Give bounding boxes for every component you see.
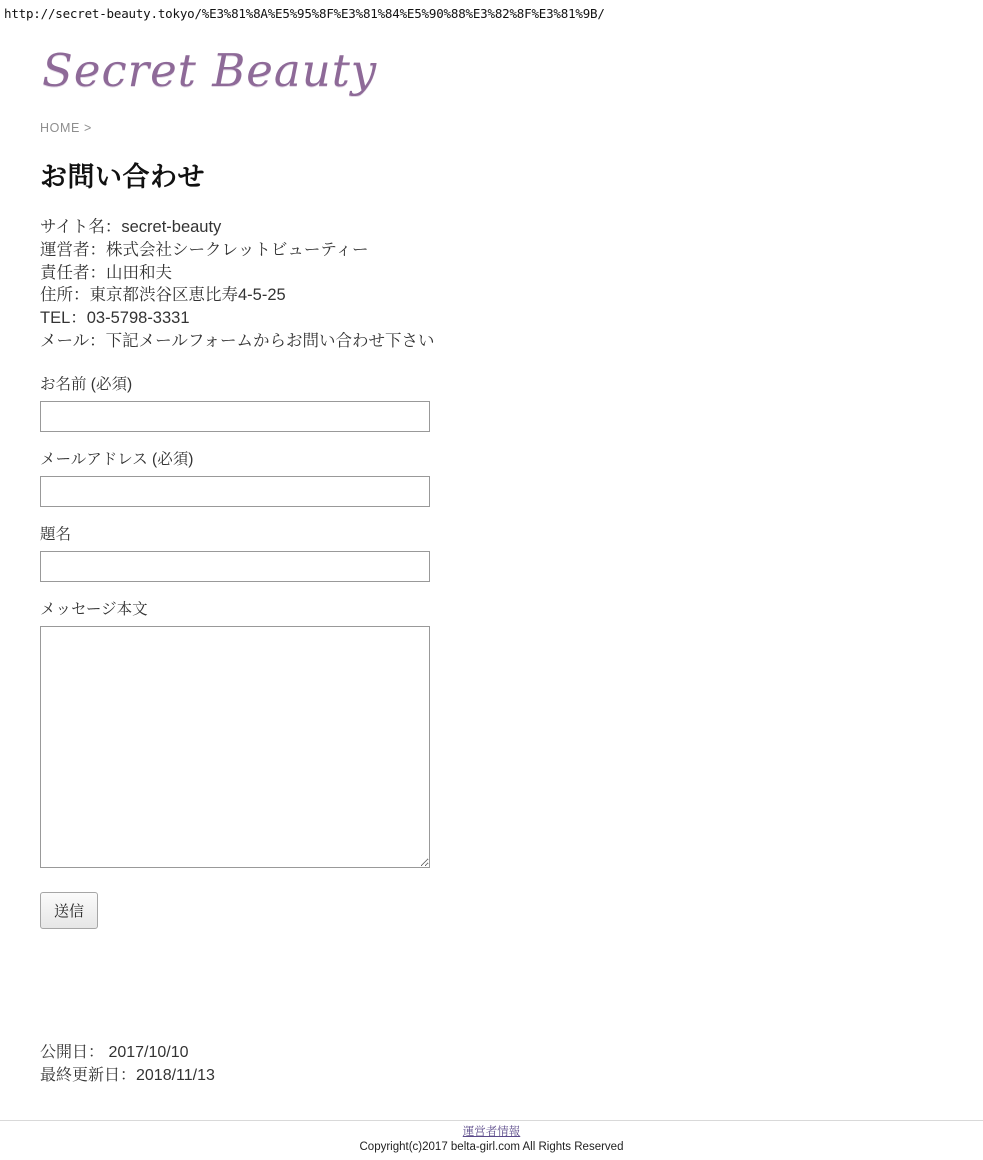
url-text: http://secret-beauty.tokyo/%E3%81%8A%E5%95%8F%E3%81%84%E5%90%88%E3%82%8F%E3%81%9B/: [4, 6, 605, 21]
breadcrumb-home-link[interactable]: HOME >: [40, 121, 92, 135]
updated-date: 最終更新日：2018/11/13: [40, 1066, 215, 1084]
page-content: [0, 35, 983, 1087]
email-input[interactable]: [40, 476, 430, 507]
name-field-label: お名前 (必須): [40, 375, 133, 393]
page-title: お問い合わせ: [40, 162, 205, 192]
subject-input[interactable]: [40, 551, 430, 582]
site-footer: [0, 1120, 983, 1160]
submit-button[interactable]: 送信: [40, 892, 98, 929]
message-textarea[interactable]: [40, 626, 430, 868]
site-logo-text: Secret Beauty: [42, 44, 378, 97]
breadcrumb[interactable]: [40, 121, 943, 135]
info-address: 住所：東京都渋谷区恵比寿4-5-25: [40, 286, 286, 305]
info-tel: TEL：03-5798-3331: [40, 309, 190, 328]
post-dates: [40, 1041, 943, 1087]
contact-form: [40, 375, 943, 929]
email-field-label: メールアドレス (必須): [40, 450, 194, 468]
browser-url-bar[interactable]: [0, 0, 983, 21]
subject-field-label: 題名: [40, 525, 72, 543]
company-info: [40, 216, 943, 353]
info-site-name: サイト名：secret-beauty: [40, 218, 222, 236]
info-operator: 運営者：株式会社シークレットビューティー: [40, 240, 369, 259]
published-date: 公開日： 2017/10/10: [40, 1043, 189, 1061]
info-mail: メール：下記メールフォームからお問い合わせ下さい: [40, 331, 435, 350]
message-field-label: メッセージ本文: [40, 600, 148, 618]
site-logo[interactable]: [40, 35, 943, 107]
copyright-text: Copyright(c)2017 belta-girl.com All Rights Reserved: [359, 1141, 624, 1153]
operator-info-link[interactable]: 運営者情報: [462, 1126, 521, 1138]
info-manager: 責任者：山田和夫: [40, 263, 172, 282]
name-input[interactable]: [40, 401, 430, 432]
